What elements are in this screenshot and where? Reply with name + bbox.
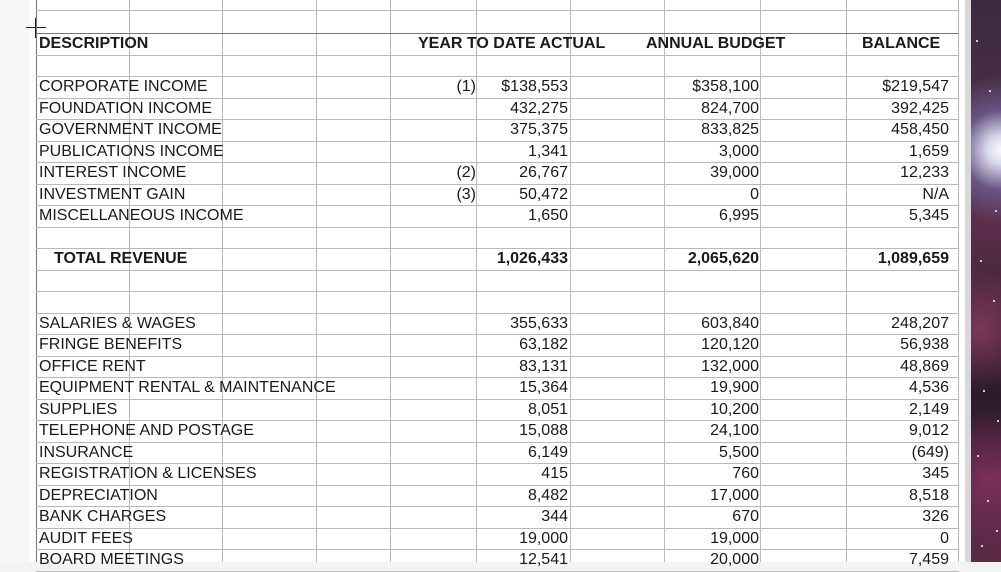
row-ytd-value[interactable]: 26,767 — [519, 164, 568, 181]
row-budget-value[interactable]: 833,825 — [701, 121, 759, 138]
header-description[interactable]: DESCRIPTION — [39, 35, 149, 52]
grid-vline — [958, 0, 959, 562]
row-balance-value[interactable]: 5,345 — [908, 207, 949, 224]
row-budget-value[interactable]: 19,900 — [710, 379, 759, 396]
star-dot — [997, 420, 999, 422]
row-description[interactable]: EQUIPMENT RENTAL & MAINTENANCE — [39, 379, 336, 396]
row-budget-value[interactable]: 132,000 — [701, 358, 759, 375]
row-description[interactable]: BANK CHARGES — [39, 508, 167, 525]
row-description[interactable]: INTEREST INCOME — [39, 164, 187, 181]
row-description[interactable]: FOUNDATION INCOME — [39, 100, 213, 117]
header-ytd-actual[interactable]: YEAR TO DATE ACTUAL — [418, 35, 606, 52]
row-balance-value[interactable]: 392,425 — [891, 100, 949, 117]
row-ytd-value[interactable]: 83,131 — [519, 358, 568, 375]
row-balance-value[interactable]: (649) — [911, 444, 949, 461]
row-description[interactable]: GOVERNMENT INCOME — [39, 121, 222, 138]
row-balance-value[interactable]: 8,518 — [908, 487, 949, 504]
row-budget-value[interactable]: 5,500 — [718, 444, 759, 461]
star-dot — [983, 390, 985, 392]
header-annual-budget[interactable]: ANNUAL BUDGET — [646, 35, 786, 52]
grid-hline — [36, 291, 959, 292]
row-budget-value[interactable]: 824,700 — [701, 100, 759, 117]
row-description[interactable]: CORPORATE INCOME — [39, 78, 208, 95]
row-description[interactable]: AUDIT FEES — [39, 530, 133, 547]
row-ytd-value[interactable]: 19,000 — [519, 530, 568, 547]
row-ytd-value[interactable]: 50,472 — [519, 186, 568, 203]
row-ytd-value[interactable]: 344 — [541, 508, 568, 525]
star-dot — [981, 545, 983, 547]
grid-vline — [846, 0, 847, 562]
grid-hline — [36, 227, 959, 228]
total-revenue-budget[interactable]: 2,065,620 — [687, 250, 759, 267]
grid-vline — [390, 0, 391, 562]
row-description[interactable]: MISCELLANEOUS INCOME — [39, 207, 244, 224]
star-dot — [996, 530, 998, 532]
row-balance-value[interactable]: 12,233 — [900, 164, 949, 181]
star-dot — [989, 90, 991, 92]
row-description[interactable]: INSURANCE — [39, 444, 134, 461]
star-dot — [976, 40, 978, 42]
star-dot — [993, 300, 995, 302]
row-ytd-value[interactable]: 8,051 — [527, 401, 568, 418]
row-budget-value[interactable]: 10,200 — [710, 401, 759, 418]
header-balance[interactable]: BALANCE — [862, 35, 941, 52]
row-budget-value[interactable]: 0 — [750, 186, 759, 203]
row-note-ref[interactable]: (3) — [456, 186, 476, 203]
row-balance-value[interactable]: 1,659 — [908, 143, 949, 160]
row-balance-value[interactable]: 2,149 — [908, 401, 949, 418]
grid-hline — [36, 10, 959, 11]
grid-vline — [316, 0, 317, 562]
row-balance-value[interactable]: $219,547 — [882, 78, 949, 95]
desktop-wallpaper — [971, 0, 1001, 562]
total-revenue-label[interactable]: TOTAL REVENUE — [54, 250, 188, 267]
row-description[interactable]: REGISTRATION & LICENSES — [39, 465, 257, 482]
row-ytd-value[interactable]: 12,541 — [519, 551, 568, 568]
row-ytd-value[interactable]: 15,364 — [519, 379, 568, 396]
grid-vline — [476, 0, 477, 562]
row-description[interactable]: TELEPHONE AND POSTAGE — [39, 422, 254, 439]
row-budget-value[interactable]: 17,000 — [710, 487, 759, 504]
star-dot — [995, 210, 997, 212]
total-revenue-ytd[interactable]: 1,026,433 — [496, 250, 568, 267]
row-balance-value[interactable]: 9,012 — [908, 422, 949, 439]
star-dot — [987, 500, 989, 502]
row-budget-value[interactable]: 120,120 — [701, 336, 759, 353]
row-budget-value[interactable]: $358,100 — [692, 78, 759, 95]
row-description[interactable]: SALARIES & WAGES — [39, 315, 196, 332]
grid-vline — [570, 0, 571, 562]
row-description[interactable]: INVESTMENT GAIN — [39, 186, 186, 203]
row-balance-value[interactable]: 7,459 — [908, 551, 949, 568]
row-budget-value[interactable]: 24,100 — [710, 422, 759, 439]
row-description[interactable]: BOARD MEETINGS — [39, 551, 184, 568]
row-balance-value[interactable]: 326 — [922, 508, 949, 525]
row-ytd-value[interactable]: 415 — [541, 465, 568, 482]
grid-vline — [36, 0, 37, 562]
row-ytd-value[interactable]: 1,341 — [527, 143, 568, 160]
row-description[interactable]: PUBLICATIONS INCOME — [39, 143, 224, 160]
row-budget-value[interactable]: 6,995 — [718, 207, 759, 224]
row-ytd-value[interactable]: 8,482 — [527, 487, 568, 504]
row-ytd-value[interactable]: 375,375 — [510, 121, 568, 138]
row-balance-value[interactable]: 248,207 — [891, 315, 949, 332]
row-ytd-value[interactable]: 432,275 — [510, 100, 568, 117]
star-dot — [980, 260, 982, 262]
row-balance-value[interactable]: 56,938 — [900, 336, 949, 353]
left-margin — [0, 0, 30, 562]
row-budget-value[interactable]: 3,000 — [718, 143, 759, 160]
total-revenue-balance[interactable]: 1,089,659 — [877, 250, 949, 267]
row-description[interactable]: SUPPLIES — [39, 401, 118, 418]
row-description[interactable]: FRINGE BENEFITS — [39, 336, 183, 353]
grid-hline — [36, 270, 959, 271]
row-ytd-value[interactable]: 15,088 — [519, 422, 568, 439]
row-budget-value[interactable]: 603,840 — [701, 315, 759, 332]
row-budget-value[interactable]: 760 — [732, 465, 759, 482]
row-balance-value[interactable]: 345 — [922, 465, 949, 482]
grid-vline — [760, 0, 761, 562]
star-dot — [977, 455, 979, 457]
row-description[interactable]: OFFICE RENT — [39, 358, 146, 375]
row-balance-value[interactable]: N/A — [922, 186, 949, 203]
row-balance-value[interactable]: 4,536 — [908, 379, 949, 396]
grid-vline — [664, 0, 665, 562]
grid-hline — [36, 55, 959, 56]
row-ytd-value[interactable]: 1,650 — [527, 207, 568, 224]
row-balance-value[interactable]: 48,869 — [900, 358, 949, 375]
row-balance-value[interactable]: 0 — [940, 530, 949, 547]
row-budget-value[interactable]: 39,000 — [710, 164, 759, 181]
row-ytd-value[interactable]: $138,553 — [501, 78, 568, 95]
row-ytd-value[interactable]: 355,633 — [510, 315, 568, 332]
row-budget-value[interactable]: 20,000 — [710, 551, 759, 568]
row-balance-value[interactable]: 458,450 — [891, 121, 949, 138]
row-ytd-value[interactable]: 63,182 — [519, 336, 568, 353]
row-budget-value[interactable]: 19,000 — [710, 530, 759, 547]
row-note-ref[interactable]: (2) — [456, 164, 476, 181]
row-note-ref[interactable]: (1) — [456, 78, 476, 95]
row-budget-value[interactable]: 670 — [732, 508, 759, 525]
row-ytd-value[interactable]: 6,149 — [527, 444, 568, 461]
row-description[interactable]: DEPRECIATION — [39, 487, 158, 504]
